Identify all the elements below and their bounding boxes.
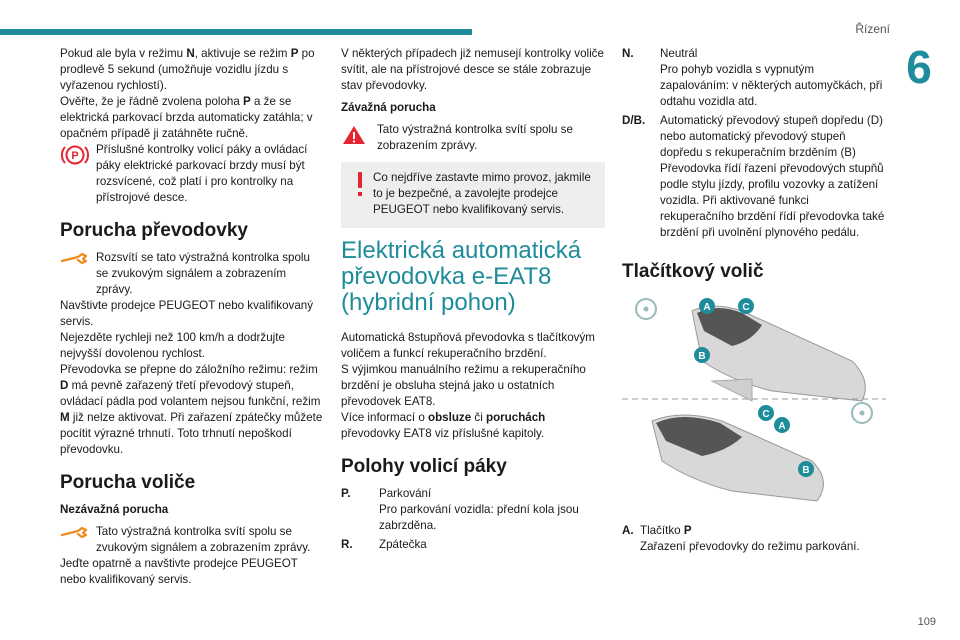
header-accent-bar [0,29,472,35]
svg-text:B: B [698,351,706,362]
paragraph: Navštivte prodejce PEUGEOT nebo kvalifikovaný servis. [60,299,314,328]
paragraph: Více informací o obsluze či poruchách převodovky EAT8 viz příslušné kapitoly. [341,411,546,440]
list-item [622,46,886,110]
exclamation-icon [349,170,373,218]
paragraph: Příslušné kontrolky volicí páky a ovládací páky elektrické parkovací brzdy musí být rozsvícené, což platí i pro kontrolky na přístrojové desce. [96,143,308,204]
steering-wheel-icon [636,299,656,319]
list-item [341,486,605,534]
parking-brake-note [60,142,324,206]
paragraph: Převodovka se přepne do záložního režimu: režim D má pevně zařazený třetí převodový stupeň, ovládací pádla pod volantem nejsou funkční, režim M již nelze aktivovat. Při zařazení zpátečky můžete pocítit výrazné trhnutí. Toto trhnutí nepoškodí převodovku. [60,363,323,456]
paragraph: V některých případech již nemusejí kontrolky voliče svítit, ale na přístrojové desce se stále zobrazuje stav převodovky. [341,47,604,92]
paragraph: Nejezděte rychleji než 100 km/h a dodržujte nejvyšší dovolenou rychlost. [60,331,285,360]
section-title: Řízení [855,22,890,36]
list-item [622,113,886,241]
paragraph: Automatická 8stupňová převodovka s tlačítkovým voličem a funkcí rekuperačního brzdění. [341,331,595,360]
paragraph: Ověřte, že je řádně zvolena poloha P a že se elektrická parkovací brzda automaticky zatáhla; v opačném případě ji zatáhněte ručně. [60,95,313,140]
list-value: Zpátečka [379,538,427,551]
wrench-warning-icon [60,250,96,298]
parking-brake-warning-icon [60,142,96,206]
list-key: R. [341,538,353,551]
steering-wheel-icon [852,403,872,423]
paragraph: Rozsvítí se tato výstražná kontrolka spolu se zvukovým signálem a zobrazením zprávy. [96,251,310,296]
svg-text:B: B [802,465,810,476]
wrench-warning-icon [60,524,96,556]
list-key: N. [622,47,634,60]
column-3 [622,46,886,558]
triangle-warning-icon [341,122,377,154]
paragraph: Tato výstražná kontrolka svítí spolu se zvukovým signálem a zobrazením zprávy. [96,525,311,554]
label-b-top [694,347,710,363]
warning-box-content [349,170,597,218]
list-value: Automatický převodový stupeň dopředu (D) nebo automatický převodový stupeň dopředu s rekuperačním brzděním (B) Převodovka řídí řazení převodových stupňů podle stylu jízdy, profilu vozovky a zatížení vozidla. Při aktivované funkci rekuperačního brzdění řídí převodovka také brzdění při uvolnění plynového pedálu. [660,114,885,239]
paragraph: S výjimkou manuálního režimu a rekuperačního brzdění je obsluha stejná jako u ostatních převodovek EAT8. [341,363,586,408]
paragraph: Tato výstražná kontrolka svítí spolu se zobrazením zprávy. [377,123,573,152]
column-2 [341,46,605,556]
page-number: 109 [917,616,936,628]
paragraph: Co nejdříve zastavte mimo provoz, jakmile to je bezpečné, a zavolejte prodejce PEUGEOT nebo kvalifikovaný servis. [373,171,591,216]
svg-text:C: C [762,409,770,420]
label-c-top [738,298,754,314]
button-selector-illustration [622,291,886,519]
transmission-fault-note [60,250,324,298]
heading-lever-positions: Polohy volicí páky [341,456,507,477]
list-value: Tlačítko P Zařazení převodovky do režimu parkování. [640,524,860,553]
label-a-top [699,298,715,314]
column-1 [60,46,324,588]
label-a-bottom [774,417,790,433]
heading-button-selector: Tlačítkový volič [622,261,764,282]
svg-text:A: A [703,302,711,313]
svg-text:C: C [742,302,750,313]
label-c-bottom [758,405,774,421]
chapter-number: 6 [906,41,932,93]
parking-brake-letter: P [71,150,79,162]
list-key: A. [622,524,634,537]
list-value: Parkování Pro parkování vozidla: přední kola jsou zabrzděna. [379,487,579,532]
svg-text:A: A [778,421,786,432]
heading-transmission-fault: Porucha převodovky [60,220,248,241]
warning-box [341,162,605,228]
list-value: Neutrál Pro pohyb vozidla s vypnutým zapalováním: v některých automyčkách, při odtahu vozidla atd. [660,47,883,108]
list-item [622,523,886,555]
list-item [341,537,605,553]
paragraph: Jeďte opatrně a navštivte prodejce PEUGEOT nebo kvalifikovaný servis. [60,557,298,586]
heading-eeat8: Elektrická automatická převodovka e-EAT8 (hybridní pohon) [341,237,582,316]
subheading-minor-fault: Nezávažná porucha [60,503,169,516]
paragraph: Pokud ale byla v režimu N, aktivuje se režim P po prodlevě 5 sekund (umožňuje vozidlu jízdu s vyřazenou rychlostí). [60,47,315,92]
heading-selector-fault: Porucha voliče [60,472,196,493]
minor-fault-note [60,524,324,556]
list-key: P. [341,487,351,500]
major-fault-note [341,122,605,154]
label-b-bottom [798,461,814,477]
list-key: D/B. [622,114,646,127]
subheading-major-fault: Závažná porucha [341,101,436,114]
